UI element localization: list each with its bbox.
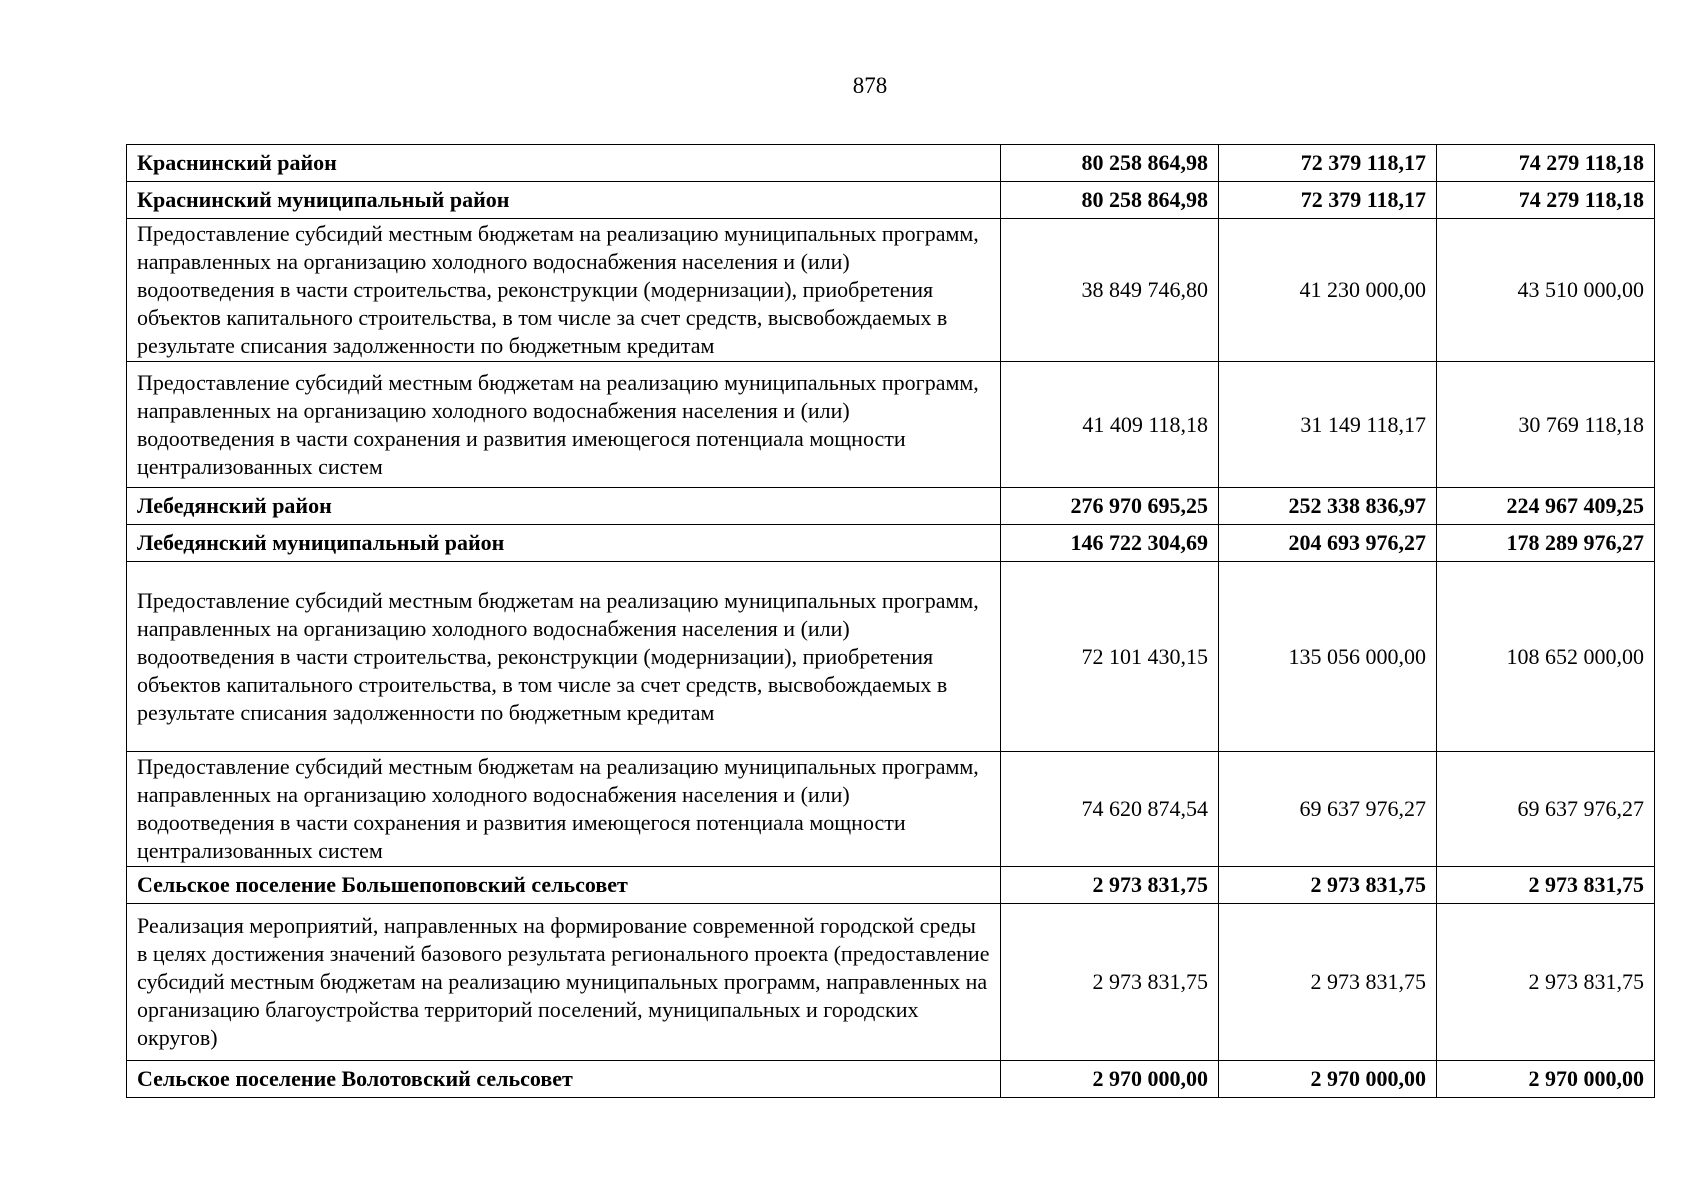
- row-value-2: 2 973 831,75: [1219, 867, 1437, 904]
- page-number: 878: [852, 73, 888, 98]
- row-value-3: 2 973 831,75: [1437, 904, 1655, 1061]
- row-value-2: 2 973 831,75: [1219, 904, 1437, 1061]
- row-name: Сельское поселение Волотовский сельсовет: [127, 1061, 1001, 1098]
- row-value-2: 204 693 976,27: [1219, 525, 1437, 562]
- row-value-1: 38 849 746,80: [1001, 219, 1219, 362]
- table-row-municipality: [127, 182, 1655, 219]
- row-name: Предоставление субсидий местным бюджетам на реализацию муниципальных программ, направленных на организацию холодного водоснабжения населения и (или) водоотведения в части строительства, реконструкции (модернизации), приобретения объектов капитального строительства, в том числе за счет средств, высвобождаемых в результате списания задолженности по бюджетным кредитам: [127, 562, 1001, 752]
- row-value-3: 2 970 000,00: [1437, 1061, 1655, 1098]
- row-name: Лебедянский район: [127, 488, 1001, 525]
- row-value-1: 146 722 304,69: [1001, 525, 1219, 562]
- row-value-1: 80 258 864,98: [1001, 145, 1219, 182]
- row-value-1: 2 973 831,75: [1001, 904, 1219, 1061]
- row-name: Предоставление субсидий местным бюджетам на реализацию муниципальных программ, направленных на организацию холодного водоснабжения населения и (или) водоотведения в части сохранения и развития имеющегося потенциала мощности централизованных систем: [127, 362, 1001, 488]
- row-value-2: 69 637 976,27: [1219, 752, 1437, 867]
- table-row-district: [127, 145, 1655, 182]
- row-value-1: 74 620 874,54: [1001, 752, 1219, 867]
- row-value-2: 31 149 118,17: [1219, 362, 1437, 488]
- row-value-2: 72 379 118,17: [1219, 145, 1437, 182]
- row-value-2: 41 230 000,00: [1219, 219, 1437, 362]
- table-row-item: [127, 904, 1655, 1061]
- table-row-item: [127, 562, 1655, 752]
- row-value-3: 30 769 118,18: [1437, 362, 1655, 488]
- row-name: Реализация мероприятий, направленных на формирование современной городской среды в целях достижения значений базового результата регионального проекта (предоставление субсидий местным бюджетам на реализацию муниципальных программ, направленных на организацию благоустройства территорий поселений, муниципальных и городских округов): [127, 904, 1001, 1061]
- budget-table: [126, 144, 1655, 1098]
- table-row-item: [127, 752, 1655, 867]
- row-value-2: 135 056 000,00: [1219, 562, 1437, 752]
- row-value-3: 74 279 118,18: [1437, 145, 1655, 182]
- table-row-settlement: [127, 1061, 1655, 1098]
- row-value-3: 74 279 118,18: [1437, 182, 1655, 219]
- row-value-3: 108 652 000,00: [1437, 562, 1655, 752]
- table-row-item: [127, 362, 1655, 488]
- table-row-municipality: [127, 525, 1655, 562]
- table-row-settlement: [127, 867, 1655, 904]
- row-value-1: 2 970 000,00: [1001, 1061, 1219, 1098]
- row-value-2: 2 970 000,00: [1219, 1061, 1437, 1098]
- row-value-2: 72 379 118,17: [1219, 182, 1437, 219]
- row-name: Краснинский район: [127, 145, 1001, 182]
- row-name: Краснинский муниципальный район: [127, 182, 1001, 219]
- row-value-3: 43 510 000,00: [1437, 219, 1655, 362]
- row-name: Предоставление субсидий местным бюджетам на реализацию муниципальных программ, направленных на организацию холодного водоснабжения населения и (или) водоотведения в части сохранения и развития имеющегося потенциала мощности централизованных систем: [127, 752, 1001, 867]
- row-value-1: 41 409 118,18: [1001, 362, 1219, 488]
- row-value-3: 2 973 831,75: [1437, 867, 1655, 904]
- row-name: Сельское поселение Большепоповский сельсовет: [127, 867, 1001, 904]
- row-value-3: 69 637 976,27: [1437, 752, 1655, 867]
- row-value-1: 80 258 864,98: [1001, 182, 1219, 219]
- table-row-item: [127, 219, 1655, 362]
- row-value-3: 224 967 409,25: [1437, 488, 1655, 525]
- row-value-1: 276 970 695,25: [1001, 488, 1219, 525]
- row-value-2: 252 338 836,97: [1219, 488, 1437, 525]
- row-value-3: 178 289 976,27: [1437, 525, 1655, 562]
- row-value-1: 2 973 831,75: [1001, 867, 1219, 904]
- row-name: Лебедянский муниципальный район: [127, 525, 1001, 562]
- row-value-1: 72 101 430,15: [1001, 562, 1219, 752]
- table-row-district: [127, 488, 1655, 525]
- row-name: Предоставление субсидий местным бюджетам на реализацию муниципальных программ, направленных на организацию холодного водоснабжения населения и (или) водоотведения в части строительства, реконструкции (модернизации), приобретения объектов капитального строительства, в том числе за счет средств, высвобождаемых в результате списания задолженности по бюджетным кредитам: [127, 219, 1001, 362]
